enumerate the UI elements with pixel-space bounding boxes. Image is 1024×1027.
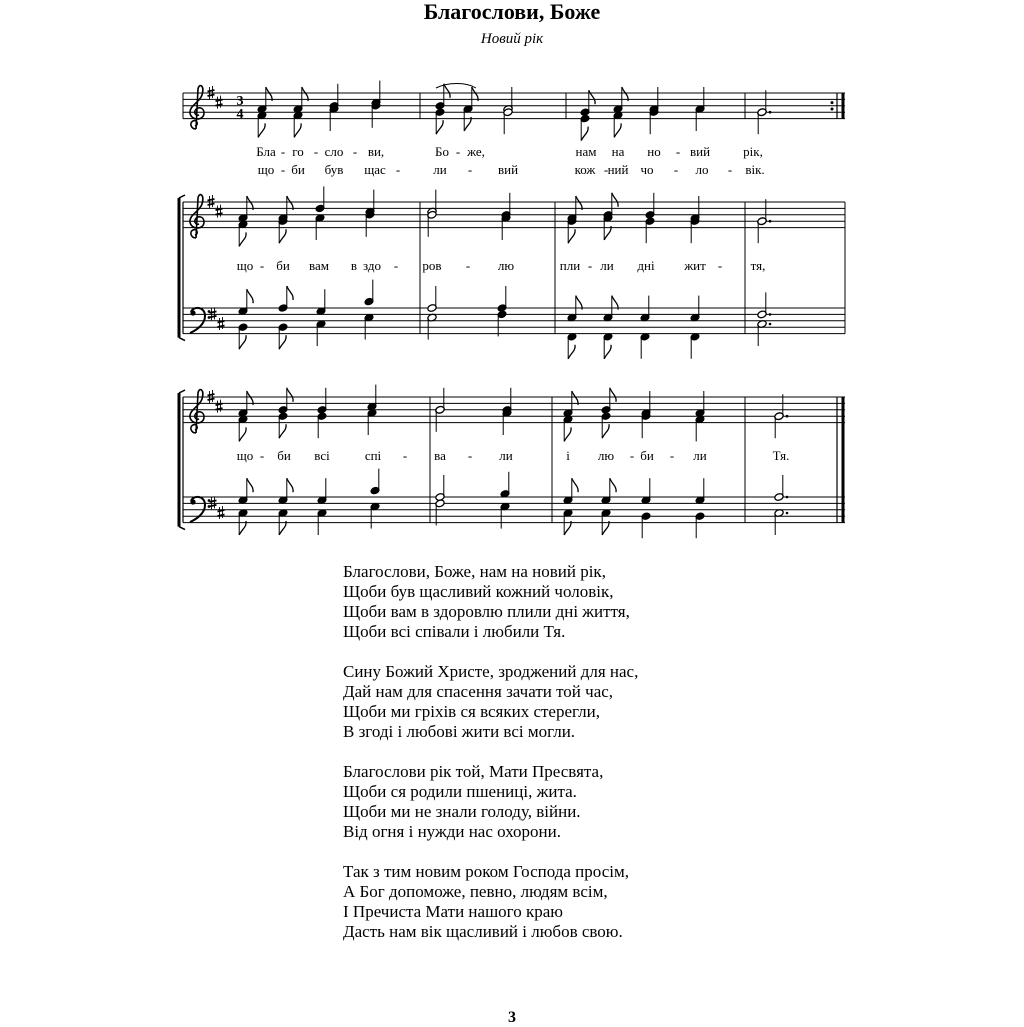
flag (436, 120, 443, 134)
lyric-syllable: би (640, 448, 654, 463)
treble-clef-icon (190, 390, 204, 433)
treble-clef-icon (190, 86, 204, 129)
lyric-syllable: був (324, 162, 344, 177)
verse-line: Від огня і нужди нас охорони. (343, 822, 562, 841)
flag (610, 478, 616, 492)
lyric-syllable: що (236, 448, 254, 463)
sharp-icon (210, 311, 217, 313)
verse-line: Сину Божий Христе, зроджений для нас, (343, 662, 639, 681)
verse-line: Так з тим новим роком Господа просім, (343, 862, 629, 881)
lyric-syllable: - (280, 162, 286, 177)
lyric-syllable: - (465, 258, 471, 273)
flag (602, 424, 609, 438)
lyric-syllable: що (236, 258, 254, 273)
lyric-syllable: ло (695, 162, 709, 177)
lyric-syllable: же, (467, 144, 485, 159)
lyric-syllable: вий (497, 162, 519, 177)
flag (247, 289, 253, 303)
flag (604, 345, 611, 359)
flag (294, 123, 301, 137)
flag (239, 232, 246, 246)
verse-line: Щоби ся родили пшениці, жита. (343, 782, 577, 801)
lyric-syllable: щас (364, 162, 386, 177)
verse-line: Щоби ми не знали голоду, війни. (343, 802, 581, 821)
flag (287, 388, 293, 402)
lyric-syllable: - (455, 144, 461, 159)
flag (564, 427, 571, 441)
lyric-syllable: но (647, 144, 661, 159)
lyric-syllable: вий (689, 144, 711, 159)
verse-line: Дай нам для спасення зачати той час, (343, 682, 614, 701)
verse-line: Дасть нам вік щасливий і любов свою. (343, 922, 623, 941)
sharp-icon (208, 95, 215, 97)
lyric-syllable: жит (684, 258, 706, 273)
sharp-icon (210, 500, 217, 502)
lyric-syllable: Бла (256, 144, 276, 159)
lyric-syllable: вік. (745, 162, 765, 177)
verse-line: Благослови, Боже, нам на новий рік, (343, 562, 606, 581)
lyric-syllable: - (669, 448, 675, 463)
stanza-1 (343, 562, 638, 642)
lyric-syllable: ли (499, 448, 513, 463)
dot (769, 220, 772, 223)
lyric-syllable: - (395, 162, 401, 177)
dot (786, 512, 789, 515)
lyric-syllable: чо (640, 162, 654, 177)
verse-line: А Бог допоможе, певно, людям всім, (343, 882, 608, 901)
lyric-syllable: ров (422, 258, 442, 273)
lyric-syllable: - (587, 258, 593, 273)
verse-line: Щоби всі співали і любили Тя. (343, 622, 566, 641)
page-number: 3 (508, 1009, 516, 1026)
flag (287, 286, 293, 300)
sharp-icon (210, 505, 217, 507)
lyric-syllable: го (292, 144, 304, 159)
flag (279, 229, 286, 243)
flag (258, 123, 265, 137)
sharp-icon (208, 204, 215, 206)
flag (287, 478, 293, 492)
bass-clef-dot (190, 310, 195, 315)
lyric-syllable: лю (597, 448, 615, 463)
lyric-syllable: - (352, 144, 358, 159)
flag (614, 123, 621, 137)
lyric-syllable: нам (575, 144, 597, 159)
slur (436, 84, 476, 89)
lyric-syllable: - (393, 258, 399, 273)
system-bracket (179, 527, 185, 530)
sharp-icon (208, 394, 215, 396)
lyric-syllable: в (350, 258, 358, 273)
lyric-syllable: пли (559, 258, 581, 273)
lyric-syllable: Тя. (772, 448, 790, 463)
flag (239, 427, 246, 441)
lyric-syllable: - (673, 162, 679, 177)
lyric-syllable: всі (314, 448, 330, 463)
lyric-syllable: що (257, 162, 275, 177)
flag (581, 127, 588, 141)
verse-line: Щоби був щасливий кожний чоловік, (343, 582, 614, 601)
lyric-syllable: - (467, 162, 473, 177)
treble-clef-icon (190, 195, 204, 238)
lyric-syllable: ва (434, 448, 446, 463)
lyric-syllable: ли (600, 258, 614, 273)
sharp-icon (208, 90, 215, 92)
system-bracket (179, 338, 185, 341)
dot (769, 323, 772, 326)
lyric-syllable: ли (433, 162, 447, 177)
lyric-syllable: - (603, 162, 609, 177)
dot (786, 496, 789, 499)
lyric-syllable: би (277, 448, 291, 463)
verse-line: В згоді і любові жити всі могли. (343, 722, 576, 741)
lyric-syllable: ний (607, 162, 629, 177)
sharp-icon (208, 399, 215, 401)
time-signature-bottom: 4 (236, 107, 244, 122)
flag (247, 478, 253, 492)
dot (769, 313, 772, 316)
lyric-syllable: сло (324, 144, 344, 159)
verses (343, 562, 638, 962)
flag (239, 335, 246, 349)
lyric-syllable: - (629, 448, 635, 463)
lyric-syllable: Бо (435, 144, 449, 159)
system-bracket (179, 390, 185, 393)
flag (279, 335, 286, 349)
lyric-syllable: - (402, 448, 408, 463)
lyric-syllable: - (259, 258, 265, 273)
flag (568, 345, 575, 359)
lyric-syllable: би (276, 258, 290, 273)
repeat-dot (831, 101, 834, 104)
lyric-syllable: - (717, 258, 723, 273)
lyric-syllable: лю (497, 258, 515, 273)
verse-line: Щоби ми гріхів ся всяких стерегли, (343, 702, 600, 721)
lyric-syllable: - (259, 448, 265, 463)
repeat-dot (831, 108, 834, 111)
flag (572, 478, 578, 492)
song-title: Благослови, Боже (423, 0, 601, 24)
flag (589, 90, 595, 104)
lyric-syllable: - (727, 162, 733, 177)
verse-line: Щоби вам в здоровлю плили дні життя, (343, 602, 630, 621)
stanza-4 (343, 862, 638, 942)
stanza-2 (343, 662, 638, 742)
bass-clef-dot (190, 499, 195, 504)
lyric-syllable: тя, (750, 258, 766, 273)
dot (786, 415, 789, 418)
verse-line: Благослови рік той, Мати Пресвята, (343, 762, 604, 781)
flag (568, 229, 575, 243)
song-subtitle: Новий рік (480, 31, 544, 47)
lyric-syllable: - (675, 144, 681, 159)
sharp-icon (208, 199, 215, 201)
lyric-syllable: здо (362, 258, 382, 273)
lyric-syllable: би (291, 162, 305, 177)
lyric-syllable: дні (637, 258, 655, 273)
lyric-syllable: ли (693, 448, 707, 463)
system-bracket (179, 195, 185, 198)
flag (612, 193, 618, 207)
flag (279, 424, 286, 438)
sharp-icon (210, 316, 217, 318)
lyric-syllable: - (313, 144, 319, 159)
flag (610, 388, 616, 402)
lyric-syllable: вам (309, 258, 329, 273)
verse-line: І Пречиста Мати нашого краю (343, 902, 563, 921)
lyric-syllable: - (280, 144, 286, 159)
lyric-syllable: рік, (743, 144, 763, 159)
lyric-syllable: - (467, 448, 473, 463)
time-signature-top: 3 (236, 94, 244, 109)
lyric-syllable: кож (574, 162, 596, 177)
lyric-syllable: і (566, 448, 570, 463)
flag (444, 84, 450, 98)
stanza-3 (343, 762, 638, 842)
lyric-syllable: на (611, 144, 625, 159)
lyric-syllable: спі (364, 448, 382, 463)
dot (769, 111, 772, 114)
lyric-syllable: ви, (367, 144, 385, 159)
